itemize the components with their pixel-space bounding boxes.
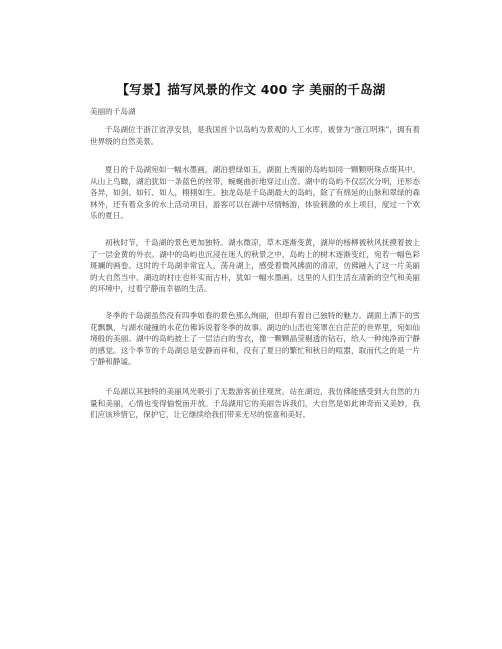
paragraph-summer: 夏日的千岛湖宛如一幅水墨画，湖泊碧绿如玉，湖面上秀丽的岛屿如同一颗颗明珠点缀其中。从山上鸟瞰，湖泊犹如一条蓝色的丝带，蜿蜒曲折地穿过山峦。湖中的岛屿不仅层次分明，还形态各异，如剑、如钉、如人，栩栩如生。独龙岛是千岛湖最大的岛屿，除了有绵延的山脉和翠绿的森林外，还有着众多的水上活动项目，游客可以在湖中尽情畅游，体验刺激的水上项目，度过一个欢乐的夏日。: [90, 165, 420, 221]
paragraph-conclusion: 千岛湖以其独特的美丽风光吸引了无数游客前往观赏。站在湖边，我仿佛能感受到大自然的力量和美丽，心情也变得愉悦而开放。千岛湖用它的美丽告诉我们，大自然是如此神奇而又美妙，我们应该珍惜它，保护它，让它继续给我们带来无尽的惊喜和美好。: [90, 387, 420, 420]
document-subtitle: 美丽的千岛湖: [90, 107, 136, 116]
paragraph-winter: 冬季的千岛湖虽然没有四季如春的景色那么绚丽，但却有着自己独特的魅力。湖面上洒下的雪花飘飘，与湖水碰撞的水花仿佛诉说着冬季的故事。湖边的山峦也笼罩在白茫茫的世界里，宛如仙境般的美丽。湖中的岛屿披上了一层洁白的雪衣，像一颗颗晶莹剔透的钻石，给人一种纯净而宁静的感觉。这个季节的千岛湖总是安静而祥和，没有了夏日的繁忙和秋日的喧嚣，取而代之的是一片宁静和静谧。: [90, 311, 420, 367]
paragraph-intro: 千岛湖位于浙江省淳安县，是我国首个以岛屿为景观的人工水库，被誉为“浙江明珠”，拥有着世界级的自然美景。: [90, 125, 420, 146]
document-title: 【写景】描写风景的作文 400 字 美丽的千岛湖: [116, 82, 386, 97]
paragraph-autumn: 初秋时节，千岛湖的景色更加独特。湖水微凉，草木逐渐变黄，湖岸的杨柳被秋风抚摸着披上了一层金黄的外衣。湖中的岛屿也沉浸在迷人的秋景之中，岛屿上的树木逐渐变红，宛若一幅色彩斑斓的画卷。这时的千岛湖非常宜人，荡舟湖上，感受着微风拂面的清凉，仿佛融入了这一片美丽的大自然当中。湖边的村庄也朴实而古朴，犹如一幅水墨画。这里的人们生活在清新的空气和美丽的环境中，过着宁静而幸福的生活。: [90, 238, 420, 294]
